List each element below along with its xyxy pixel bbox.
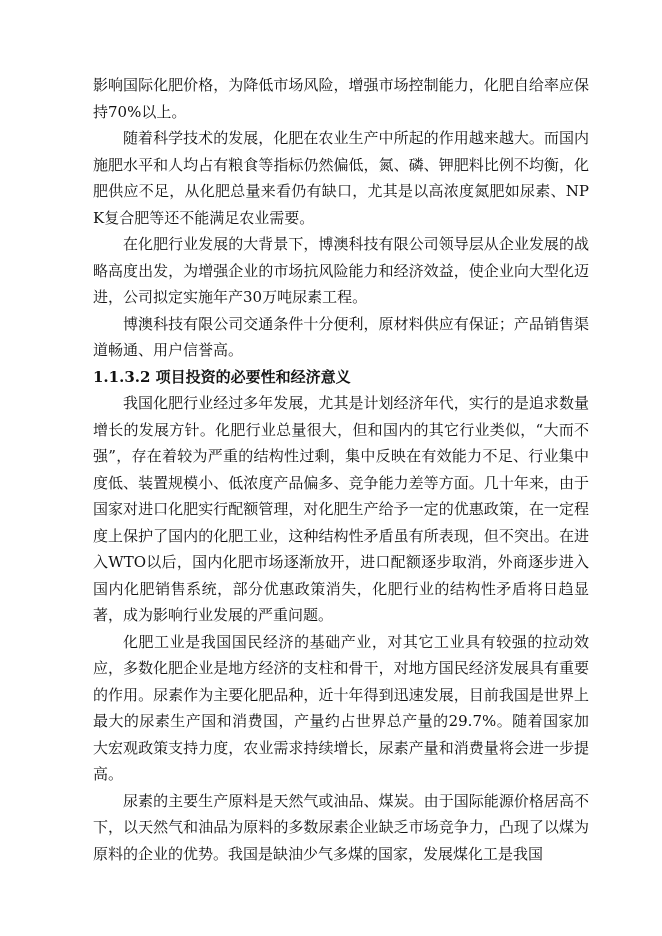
paragraph-company-conditions: 博澳科技有限公司交通条件十分便利，原材料供应有保证；产品销售渠道畅通、用户信誉高。 (93, 314, 589, 359)
paragraph-industry-background: 在化肥行业发展的大背景下，博澳科技有限公司领导层从企业发展的战略高度出发，为增强企业的市场抗风险能力和经济效益，使企业向大型化迈进，公司拟定实施年产30万吨尿素工程。 (93, 235, 589, 306)
section-heading: 1.1.3.2 项目投资的必要性和经济意义 (93, 367, 351, 386)
paragraph-raw-materials: 尿素的主要生产原料是天然气或油品、煤炭。由于国际能源价格居高不下，以天然气和油品为原料的多数尿素企业缺乏市场竞争力，凸现了以煤为原料的企业的优势。我国是缺油少气多煤的国家，发展煤化工是我国 (93, 791, 589, 863)
paragraph-fertilizer-importance: 化肥工业是我国国民经济的基础产业，对其它工业具有较强的拉动效应，多数化肥企业是地方经济的支柱和骨干，对地方国民经济发展具有重要的作用。尿素作为主要化肥品种，近十年得到迅速发展，目前我国是世界上最大的尿素生产国和消费国，产量约占世界总产量的29.7%。随着国家加大宏观政策支持力度，农业需求持续增长，尿素产量和消费量将会进一步提高。 (93, 632, 589, 783)
paragraph-continued: 影响国际化肥价格，为降低市场风险，增强市场控制能力，化肥自给率应保持70%以上。 (93, 76, 589, 121)
paragraph-tech-development: 随着科学技术的发展，化肥在农业生产中所起的作用越来越大。而国内施肥水平和人均占有粮食等指标仍然偏低，氮、磷、钾肥料比例不均衡，化肥供应不足，从化肥总量来看仍有缺口，尤其是以高浓度氮肥如尿素、NPK复合肥等还不能满足农业需要。 (93, 129, 589, 227)
paragraph-industry-structure: 我国化肥行业经过多年发展，尤其是计划经济年代，实行的是追求数量增长的发展方针。化肥行业总量很大，但和国内的其它行业类似，“大而不强”，存在着较为严重的结构性过剩，集中反映在有效能力不足、行业集中度低、装置规模小、低浓度产品偏多、竞争能力差等方面。几十年来，由于国家对进口化肥实行配额管理，对化肥生产给予一定的优惠政策，在一定程度上保护了国内的化肥工业，这种结构性矛盾虽有所表现，但不突出。在进入WTO以后，国内化肥市场逐渐放开，进口配额逐步取消，外商逐步进入国内化肥销售系统，部分优惠政策消失，化肥行业的结构性矛盾将日趋显著，成为影响行业发展的严重问题。 (93, 394, 589, 624)
document-body (93, 72, 589, 867)
